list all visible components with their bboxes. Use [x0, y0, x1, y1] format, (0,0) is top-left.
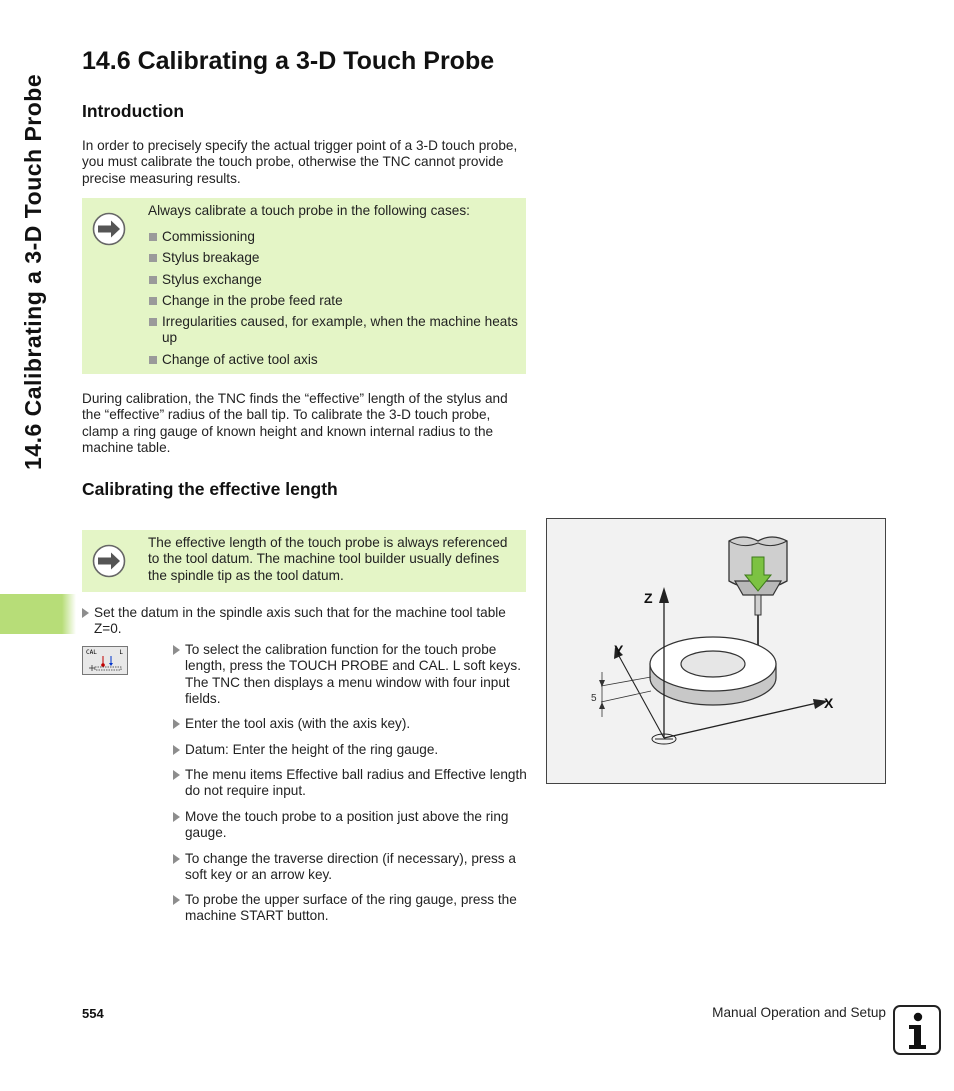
cal-l-softkey[interactable]: [82, 646, 128, 675]
list-item: Change of active tool axis: [148, 352, 518, 368]
page-title: 14.6 Calibrating a 3-D Touch Probe: [82, 47, 495, 75]
list-item: Stylus exchange: [148, 272, 518, 288]
probe-length-icon: [87, 654, 123, 672]
list-item: Irregularities caused, for example, when the machine heats up: [148, 314, 518, 347]
intro-paragraph: In order to precisely specify the actual trigger point of a 3-D touch probe, you must calibrate the touch probe, otherwise the TNC cannot provide precise measuring results.: [82, 138, 518, 186]
step-probe-surface: To probe the upper surface of the ring gauge, press the machine START button.: [173, 892, 537, 925]
footer-chapter-title: Manual Operation and Setup: [712, 1005, 886, 1020]
step-move-probe: Move the touch probe to a position just above the ring gauge.: [173, 809, 537, 842]
step-set-datum: Set the datum in the spindle axis such that for the machine tool table Z=0.: [82, 605, 534, 638]
note-text: The effective length of the touch probe is always referenced to the tool datum. The machine tool builder usually defines the spindle tip as the tool datum.: [148, 535, 508, 583]
info-icon: [893, 1005, 941, 1055]
list-item: Stylus breakage: [148, 250, 518, 266]
chapter-tab-fade: [62, 594, 76, 634]
step-traverse-direction: To change the traverse direction (if necessary), press a soft key or an arrow key.: [173, 851, 537, 884]
section-heading-effective-length: Calibrating the effective length: [82, 479, 338, 499]
calibration-diagram: [547, 519, 885, 783]
page-number: 554: [82, 1006, 104, 1021]
calibration-cases-list: [148, 229, 518, 368]
axis-label-y: Y: [614, 642, 624, 658]
step-enter-axis: Enter the tool axis (with the axis key).: [173, 716, 537, 732]
note-lead-text: Always calibrate a touch probe in the following cases:: [148, 203, 470, 218]
sidebar-chapter-title: 14.6 Calibrating a 3-D Touch Probe: [20, 73, 46, 470]
ring-gauge-figure: [546, 518, 886, 784]
step-select-function: To select the calibration function for the touch probe length, press the TOUCH PROBE and CAL. L soft keys. The TNC then displays a menu window with four input fields.: [173, 642, 537, 707]
axis-label-z: Z: [644, 590, 653, 606]
section-heading-introduction: Introduction: [82, 101, 185, 121]
list-item: Commissioning: [148, 229, 518, 245]
list-item: Change in the probe feed rate: [148, 293, 518, 309]
dimension-label: 5: [591, 693, 597, 704]
arrow-right-icon: [92, 212, 126, 246]
note-box-calibration-cases: [82, 198, 526, 374]
softkey-label-right: L: [119, 649, 123, 656]
calibration-paragraph: During calibration, the TNC finds the “effective” length of the stylus and the “effective” radius of the ball tip. To calibrate the 3-D touch probe, clamp a ring gauge of known height and known internal radius to the machine table.: [82, 391, 508, 455]
step-datum: Datum: Enter the height of the ring gauge.: [173, 742, 537, 758]
arrow-right-icon: [92, 544, 126, 578]
step-no-input: The menu items Effective ball radius and Effective length do not require input.: [173, 767, 537, 800]
softkey-label-left: CAL: [86, 649, 97, 656]
axis-label-x: X: [824, 695, 834, 711]
note-box-tool-datum: [82, 530, 526, 592]
